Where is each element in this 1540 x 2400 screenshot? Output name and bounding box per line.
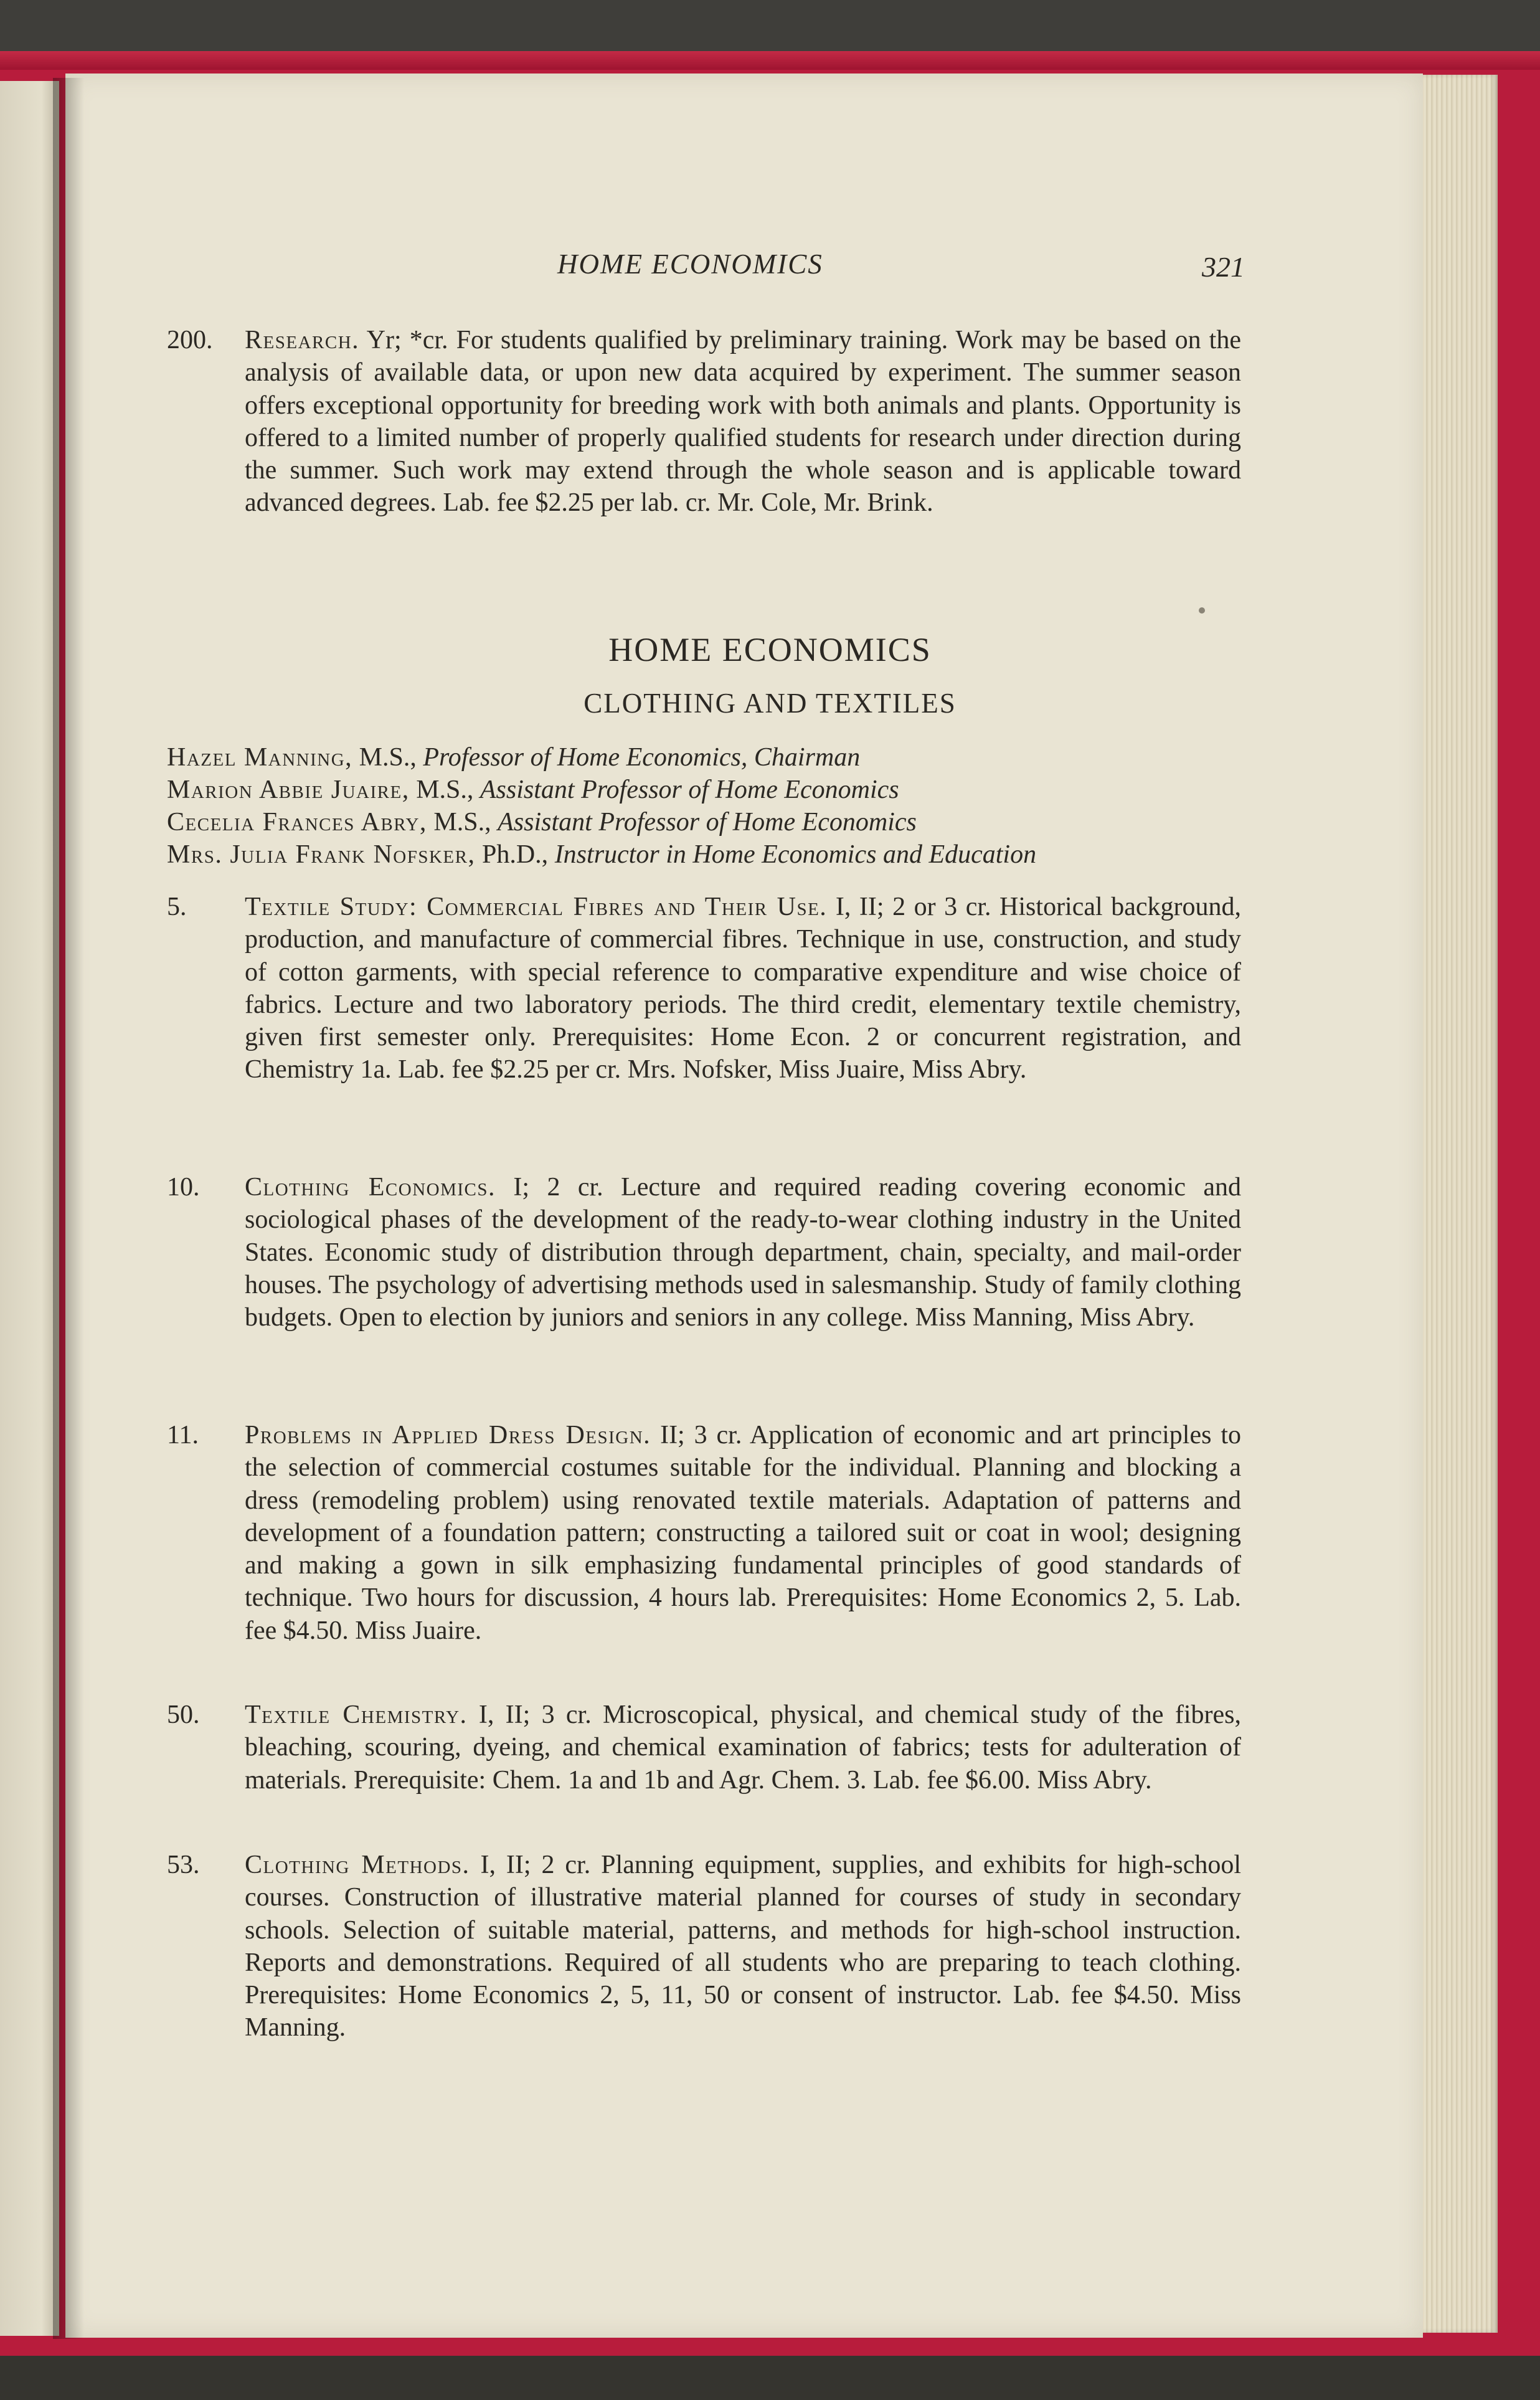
- staff-member: [167, 806, 1250, 838]
- course-number: 53.: [167, 1851, 200, 1879]
- course-number: 50.: [167, 1700, 200, 1729]
- course-title: Clothing Economics.: [245, 1173, 496, 1202]
- cover-edge: [0, 51, 1540, 70]
- staff-name: Hazel Manning,: [167, 743, 353, 772]
- staff-name: Cecelia Frances Abry,: [167, 808, 427, 837]
- course-title: Clothing Methods.: [245, 1851, 470, 1879]
- section-subheading: CLOTHING AND TEXTILES: [583, 688, 957, 719]
- course-number: 11.: [167, 1421, 199, 1449]
- running-head: [0, 248, 1540, 285]
- staff-title: Professor of Home Economics, Chairman: [423, 743, 861, 772]
- course-title: Problems in Applied Dress Design.: [245, 1421, 651, 1449]
- staff-member: [167, 741, 1250, 774]
- course-entry-5: [167, 891, 1241, 1086]
- course-number: 200.: [167, 326, 213, 354]
- running-head-title: HOME ECONOMICS: [557, 249, 823, 280]
- course-title: Research.: [245, 326, 360, 354]
- gutter-shadow: [53, 78, 84, 2339]
- staff-list: [167, 741, 1250, 871]
- course-title: Textile Chemistry.: [245, 1700, 468, 1729]
- staff-title: Assistant Professor of Home Economics: [479, 775, 899, 804]
- staff-degree: M.S.,: [409, 775, 480, 804]
- course-description: I, II; 2 or 3 cr. Historical background, production, and manufacture of commercial fibres. Technique in use, construction, and study of cotton garments, with special reference to comparative expenditure and wise choice of fabrics. Lecture and two laboratory periods. The third credit, elementary textile chemistry, given first semester only. Prerequisites: Home Econ. 2 or concurrent registration, and Chemistry 1a. Lab. fee $2.25 per cr. Mrs. Nofsker, Miss Juaire, Miss Abry.: [245, 893, 1241, 1084]
- staff-name: Mrs. Julia Frank Nofsker,: [167, 840, 476, 869]
- course-number: 10.: [167, 1173, 200, 1202]
- course-description: Yr; *cr. For students qualified by preliminary training. Work may be based on the analysis of available data, or upon new data acquired by experiment. The summer season offers exceptional opportunity for breeding work with both animals and plants. Opportunity is offered to a limited number of properly qualified students for research under direction during the summer. Such work may extend through the whole season and is applicable toward advanced degrees. Lab. fee $2.25 per lab. cr. Mr. Cole, Mr. Brink.: [245, 326, 1241, 518]
- staff-member: [167, 774, 1250, 806]
- course-entry-50: [167, 1699, 1242, 1796]
- course-description: I; 2 cr. Lecture and required reading covering economic and sociological phases of the development of the ready-to-wear clothing industry in the United States. Economic study of distribution through department, chain, specialty, and mail-order houses. The psychology of advertising methods used in salesmanship. Study of family clothing budgets. Open to election by juniors and seniors in any college. Miss Manning, Miss Abry.: [245, 1173, 1241, 1332]
- course-entry-53: [167, 1849, 1241, 2044]
- page-number: 321: [1202, 251, 1245, 283]
- staff-name: Marion Abbie Juaire,: [167, 775, 410, 804]
- ink-speck: [1199, 607, 1205, 614]
- course-entry-10: [167, 1171, 1241, 1334]
- staff-degree: Ph.D.,: [475, 840, 555, 869]
- staff-degree: M.S.,: [352, 743, 423, 772]
- section-heading: HOME ECONOMICS: [608, 631, 932, 668]
- course-description: I, II; 3 cr. Microscopical, physical, and chemical study of the fibres, bleaching, scouring, dyeing, and chemical examination of fabrics; tests for adulteration of materials. Prerequisite: Chem. 1a and 1b and Agr. Chem. 3. Lab. fee $6.00. Miss Abry.: [245, 1700, 1242, 1795]
- staff-title: Instructor in Home Economics and Education: [554, 840, 1037, 869]
- course-entry-11: [167, 1419, 1242, 1647]
- previous-page-edge: [0, 81, 59, 2336]
- course-title: Textile Study: Commercial Fibres and Their Use.: [245, 893, 828, 921]
- page-stack-edges: [1414, 75, 1498, 2333]
- course-description: II; 3 cr. Application of economic and art principles to the selection of commercial costumes suitable for the individual. Planning and blocking a dress (remodeling problem) using renovated textile materials. Adaptation of patterns and development of a foundation pattern; constructing a tailored suit or coat in wool; designing and making a gown in silk emphasizing fundamental principles of good standards of technique. Two hours for discussion, 4 hours lab. Prerequisites: Home Economics 2, 5. Lab. fee $4.50. Miss Juaire.: [245, 1421, 1242, 1645]
- course-number: 5.: [167, 893, 187, 921]
- staff-degree: M.S.,: [427, 808, 498, 837]
- course-entry-200: [167, 324, 1241, 519]
- staff-member: [167, 838, 1250, 871]
- course-description: I, II; 2 cr. Planning equipment, supplies, and exhibits for high-school courses. Construction of illustrative material planned for courses of study in secondary schools. Selection of suitable material, patterns, and methods for high-school instruction. Reports and demonstrations. Required of all students who are preparing to teach clothing. Prerequisites: Home Economics 2, 5, 11, 50 or consent of instructor. Lab. fee $4.50. Miss Manning.: [245, 1851, 1241, 2042]
- staff-title: Assistant Professor of Home Economics: [498, 808, 917, 837]
